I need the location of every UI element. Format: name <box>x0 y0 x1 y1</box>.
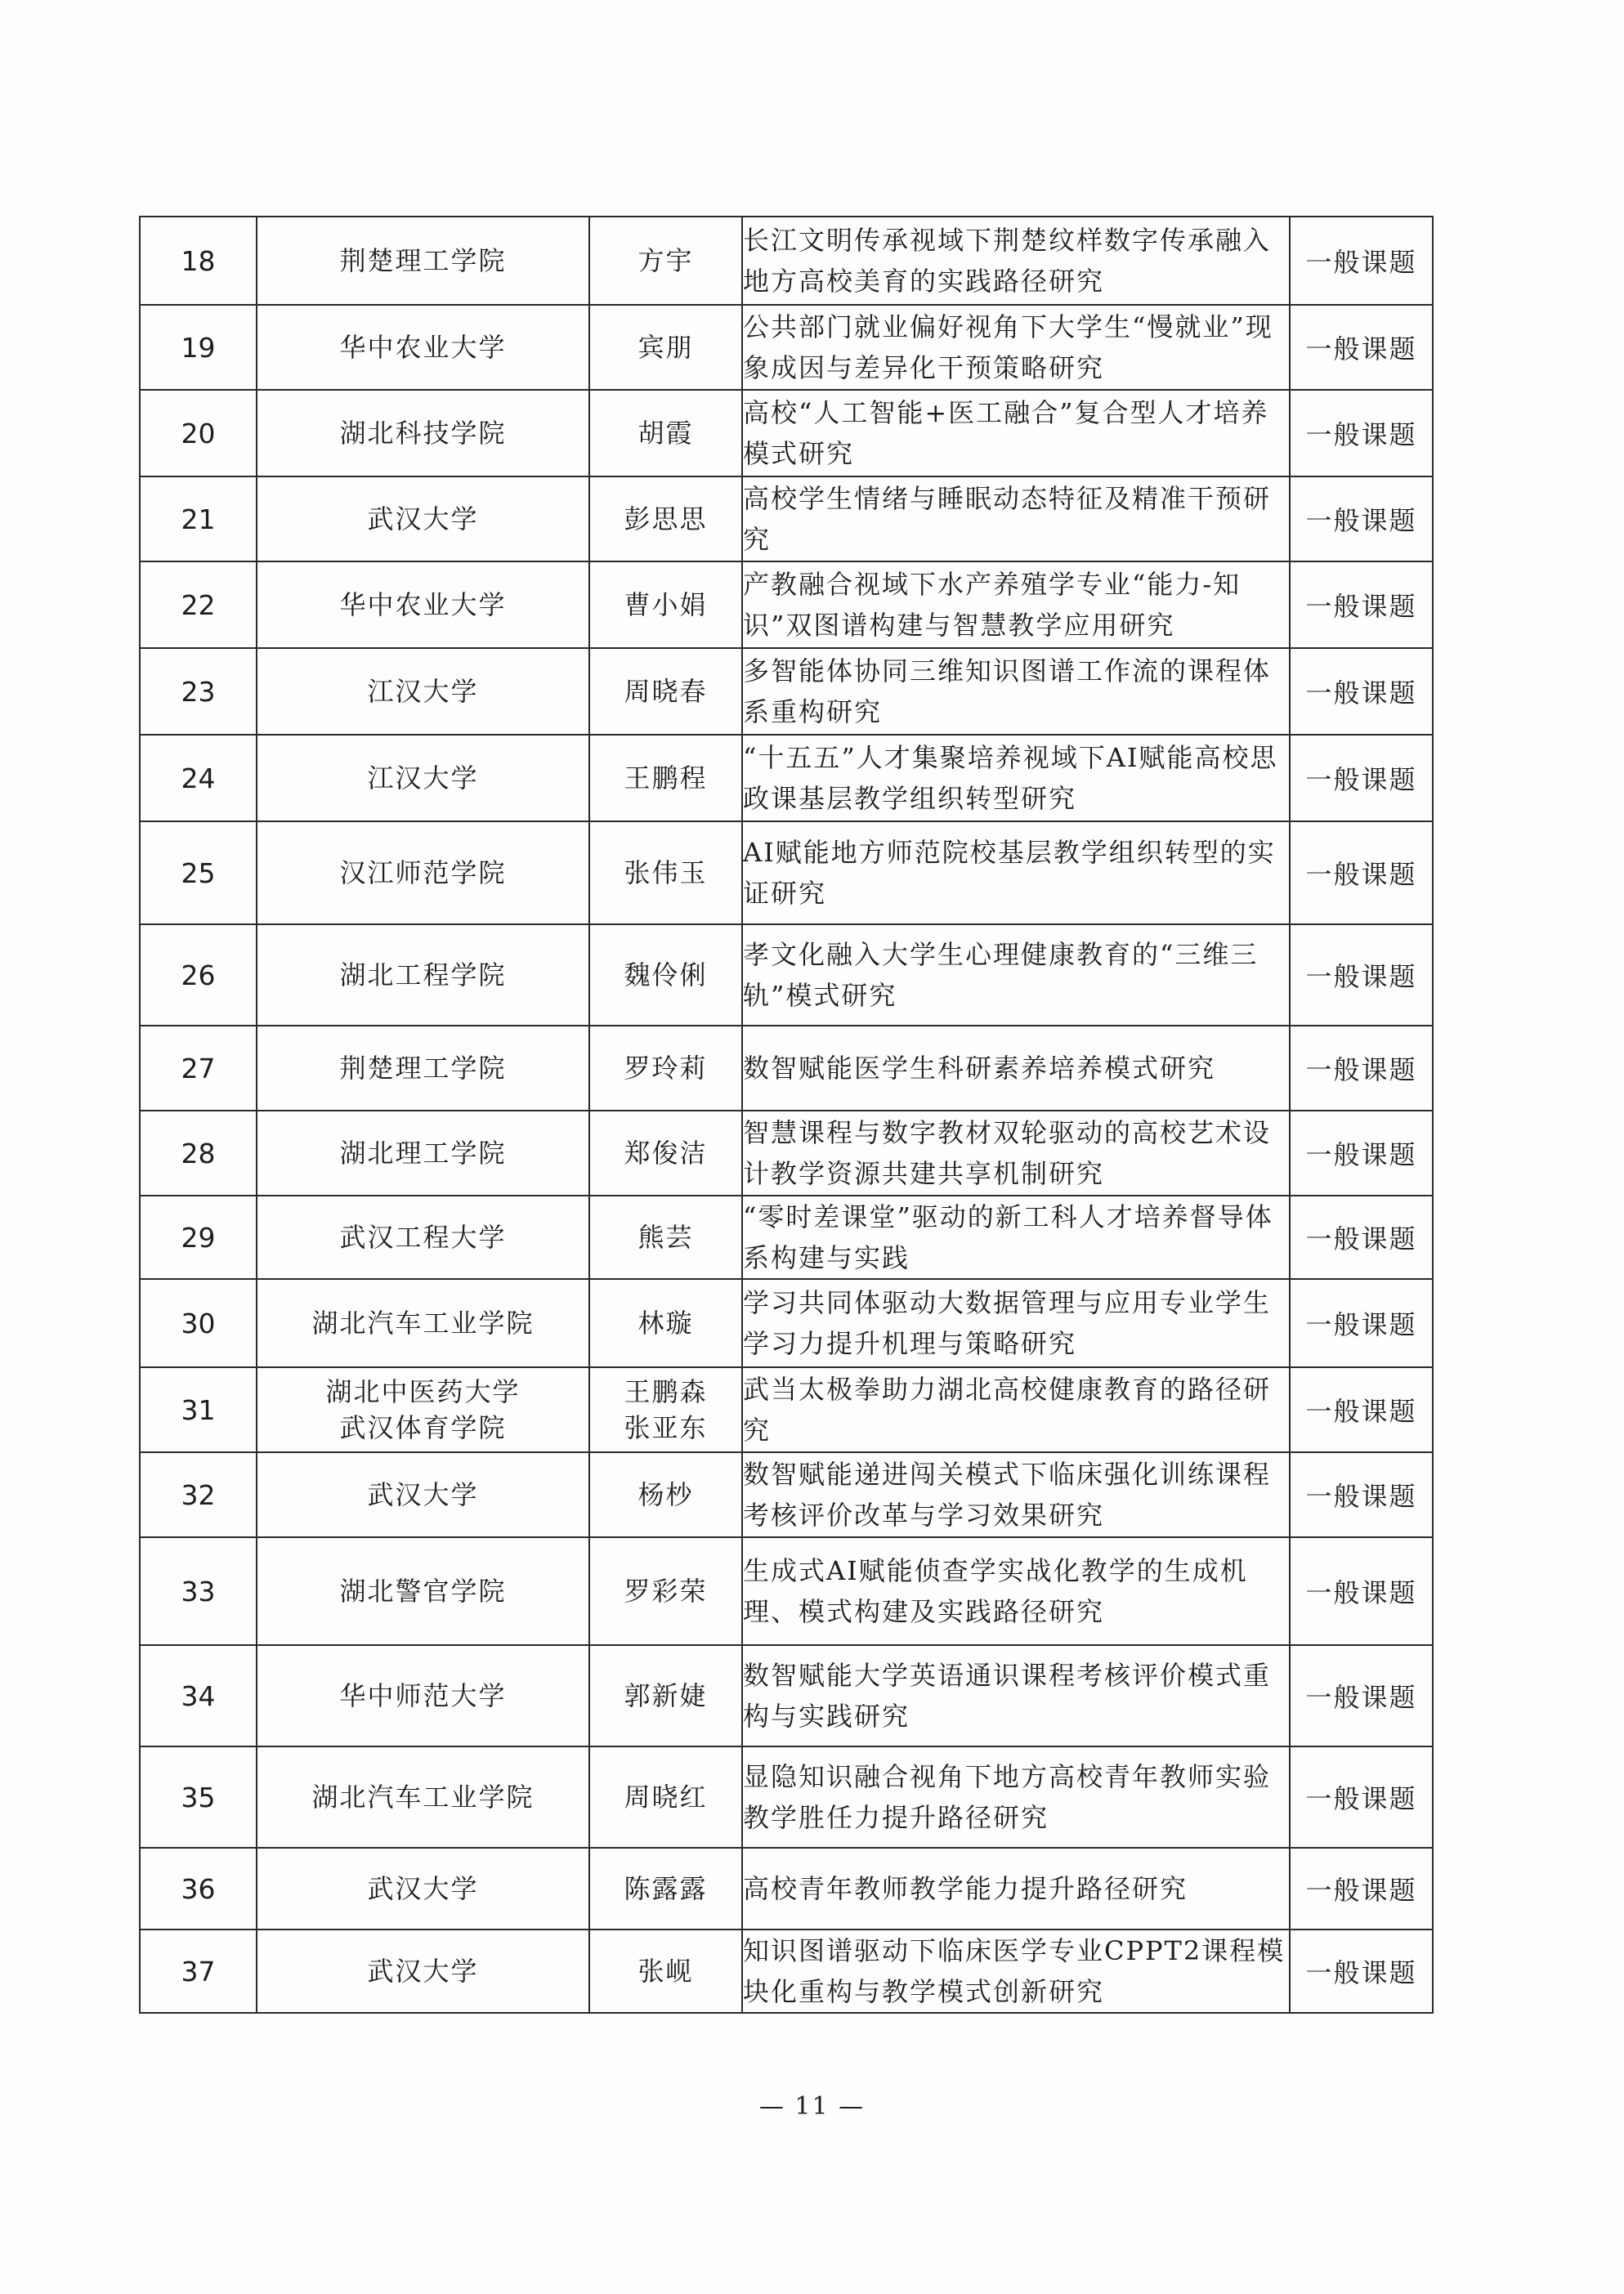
school-cell <box>257 1367 589 1452</box>
table-row <box>140 821 1433 924</box>
table-row <box>140 735 1433 821</box>
person-name: 郭新婕 <box>624 1680 708 1711</box>
project-title: 显隐知识融合视角下地方高校青年教师实验教学胜任力提升路径研究 <box>742 1746 1290 1848</box>
table-row <box>140 390 1433 476</box>
school-cell <box>257 1452 589 1537</box>
person-name: 魏伶俐 <box>624 959 708 990</box>
table-row <box>140 1537 1433 1645</box>
project-title: 产教融合视域下水产养殖学专业“能力-知识”双图谱构建与智慧教学应用研究 <box>742 561 1290 648</box>
project-type: 一般课题 <box>1290 217 1433 305</box>
school-cell <box>257 924 589 1026</box>
project-type: 一般课题 <box>1290 305 1433 390</box>
project-title: 生成式AI赋能侦查学实战化教学的生成机理、模式构建及实践路径研究 <box>742 1537 1290 1645</box>
project-title: 数智赋能医学生科研素养培养模式研究 <box>742 1026 1290 1111</box>
person-cell <box>589 821 742 924</box>
person-cell <box>589 1848 742 1930</box>
project-type: 一般课题 <box>1290 1452 1433 1537</box>
school-name: 江汉大学 <box>367 762 479 794</box>
project-title: “零时差课堂”驱动的新工科人才培养督导体系构建与实践 <box>742 1196 1290 1279</box>
project-title: 高校学生情绪与睡眠动态特征及精准干预研究 <box>742 476 1290 561</box>
project-title: 武当太极拳助力湖北高校健康教育的路径研究 <box>742 1367 1290 1452</box>
person-cell <box>589 1645 742 1746</box>
table-row <box>140 1279 1433 1367</box>
project-table-body <box>140 217 1433 2013</box>
table-row <box>140 561 1433 648</box>
table-row <box>140 1746 1433 1848</box>
row-number: 21 <box>140 476 257 561</box>
school-cell <box>257 1746 589 1848</box>
person-cell <box>589 1111 742 1196</box>
person-name: 周晓红 <box>624 1782 708 1813</box>
school-name: 湖北汽车工业学院 <box>311 1782 535 1813</box>
person-name: 曹小娟 <box>624 589 708 620</box>
person-name: 杨杪 <box>638 1479 694 1510</box>
school-cell <box>257 217 589 305</box>
project-title: 公共部门就业偏好视角下大学生“慢就业”现象成因与差异化干预策略研究 <box>742 305 1290 390</box>
school-name: 荆楚理工学院 <box>339 245 507 276</box>
person-cell <box>589 305 742 390</box>
person-cell <box>589 1279 742 1367</box>
person-cell <box>589 476 742 561</box>
project-type: 一般课题 <box>1290 390 1433 476</box>
school-name: 华中师范大学 <box>339 1680 507 1711</box>
person-name: 王鹏程 <box>624 762 708 794</box>
project-title: 长江文明传承视域下荆楚纹样数字传承融入地方高校美育的实践路径研究 <box>742 217 1290 305</box>
person-name: 张伟玉 <box>624 857 708 888</box>
project-type: 一般课题 <box>1290 1848 1433 1930</box>
table-row <box>140 1026 1433 1111</box>
project-title: 高校青年教师教学能力提升路径研究 <box>742 1848 1290 1930</box>
school-name: 武汉大学 <box>367 1956 479 1987</box>
row-number: 28 <box>140 1111 257 1196</box>
person-cell <box>589 735 742 821</box>
row-number: 22 <box>140 561 257 648</box>
project-type: 一般课题 <box>1290 1537 1433 1645</box>
person-name: 林璇 <box>638 1308 694 1339</box>
school-name: 江汉大学 <box>367 676 479 707</box>
row-number: 29 <box>140 1196 257 1279</box>
school-name: 湖北工程学院 <box>339 959 507 990</box>
table-row <box>140 1848 1433 1930</box>
row-number: 32 <box>140 1452 257 1537</box>
project-type: 一般课题 <box>1290 735 1433 821</box>
project-title: 孝文化融入大学生心理健康教育的“三维三轨”模式研究 <box>742 924 1290 1026</box>
school-cell <box>257 561 589 648</box>
school-cell <box>257 1026 589 1111</box>
project-type: 一般课题 <box>1290 1930 1433 2013</box>
school-cell <box>257 735 589 821</box>
person-cell <box>589 1452 742 1537</box>
person-cell <box>589 924 742 1026</box>
school-name: 华中农业大学 <box>339 589 507 620</box>
row-number: 27 <box>140 1026 257 1111</box>
project-type: 一般课题 <box>1290 1111 1433 1196</box>
row-number: 26 <box>140 924 257 1026</box>
row-number: 31 <box>140 1367 257 1452</box>
person-name: 罗彩荣 <box>624 1576 708 1607</box>
project-type: 一般课题 <box>1290 821 1433 924</box>
school-name: 荆楚理工学院 <box>339 1053 507 1084</box>
school-cell <box>257 1537 589 1645</box>
person-name: 方宇 <box>638 245 694 276</box>
person-name: 陈露露 <box>624 1873 708 1904</box>
person-cell <box>589 1930 742 2013</box>
person-cell <box>589 648 742 735</box>
project-type: 一般课题 <box>1290 1196 1433 1279</box>
project-type: 一般课题 <box>1290 1279 1433 1367</box>
school-cell <box>257 1279 589 1367</box>
school-cell <box>257 476 589 561</box>
person-name: 罗玲莉 <box>624 1053 708 1084</box>
project-title: 学习共同体驱动大数据管理与应用专业学生学习力提升机理与策略研究 <box>742 1279 1290 1367</box>
project-type: 一般课题 <box>1290 1645 1433 1746</box>
row-number: 35 <box>140 1746 257 1848</box>
project-title: 知识图谱驱动下临床医学专业CPPT2课程模块化重构与教学模式创新研究 <box>742 1930 1290 2013</box>
row-number: 25 <box>140 821 257 924</box>
person-cell <box>589 1196 742 1279</box>
school-name: 武汉大学 <box>367 503 479 534</box>
school-name: 汉江师范学院 <box>339 857 507 888</box>
person-cell <box>589 1746 742 1848</box>
row-number: 19 <box>140 305 257 390</box>
school-cell <box>257 821 589 924</box>
person-name: 胡霞 <box>638 418 694 449</box>
school-name: 武汉工程大学 <box>339 1222 507 1253</box>
table-row <box>140 1196 1433 1279</box>
table-row <box>140 1452 1433 1537</box>
row-number: 33 <box>140 1537 257 1645</box>
school-cell <box>257 1111 589 1196</box>
project-title: 数智赋能递进闯关模式下临床强化训练课程考核评价改革与学习效果研究 <box>742 1452 1290 1537</box>
table-row <box>140 305 1433 390</box>
row-number: 37 <box>140 1930 257 2013</box>
school-cell <box>257 1930 589 2013</box>
row-number: 34 <box>140 1645 257 1746</box>
school-name: 湖北警官学院 <box>339 1576 507 1607</box>
person-name: 王鹏森 <box>624 1376 708 1407</box>
person-name: 郑俊洁 <box>624 1138 708 1169</box>
person-name: 张岘 <box>638 1956 694 1987</box>
project-title: 高校“人工智能+医工融合”复合型人才培养模式研究 <box>742 390 1290 476</box>
person-name: 周晓春 <box>624 676 708 707</box>
person-name: 彭思思 <box>624 503 708 534</box>
school-name: 湖北理工学院 <box>339 1138 507 1169</box>
school-name: 武汉体育学院 <box>339 1412 507 1443</box>
table-row <box>140 217 1433 305</box>
table-row <box>140 1367 1433 1452</box>
school-name: 武汉大学 <box>367 1479 479 1510</box>
school-cell <box>257 390 589 476</box>
table-row <box>140 648 1433 735</box>
person-name: 张亚东 <box>624 1412 708 1443</box>
school-name: 湖北中医药大学 <box>325 1376 521 1407</box>
school-name: 华中农业大学 <box>339 332 507 363</box>
person-cell <box>589 1367 742 1452</box>
person-cell <box>589 217 742 305</box>
project-title: 智慧课程与数字教材双轮驱动的高校艺术设计教学资源共建共享机制研究 <box>742 1111 1290 1196</box>
project-type: 一般课题 <box>1290 1367 1433 1452</box>
project-type: 一般课题 <box>1290 1746 1433 1848</box>
school-name: 湖北科技学院 <box>339 418 507 449</box>
row-number: 36 <box>140 1848 257 1930</box>
project-type: 一般课题 <box>1290 924 1433 1026</box>
row-number: 20 <box>140 390 257 476</box>
school-cell <box>257 305 589 390</box>
project-type: 一般课题 <box>1290 1026 1433 1111</box>
school-cell <box>257 1645 589 1746</box>
table-row <box>140 476 1433 561</box>
project-title: “十五五”人才集聚培养视域下AI赋能高校思政课基层教学组织转型研究 <box>742 735 1290 821</box>
row-number: 30 <box>140 1279 257 1367</box>
person-cell <box>589 390 742 476</box>
table-row <box>140 1930 1433 2013</box>
person-cell <box>589 1026 742 1111</box>
school-cell <box>257 1196 589 1279</box>
person-cell <box>589 1537 742 1645</box>
project-type: 一般课题 <box>1290 648 1433 735</box>
project-title: 多智能体协同三维知识图谱工作流的课程体系重构研究 <box>742 648 1290 735</box>
project-table <box>139 216 1434 2014</box>
school-cell <box>257 1848 589 1930</box>
school-cell <box>257 648 589 735</box>
project-title: AI赋能地方师范院校基层教学组织转型的实证研究 <box>742 821 1290 924</box>
school-name: 武汉大学 <box>367 1873 479 1904</box>
project-type: 一般课题 <box>1290 476 1433 561</box>
project-type: 一般课题 <box>1290 561 1433 648</box>
page-number: — 11 — <box>758 2092 866 2121</box>
person-name: 熊芸 <box>638 1222 694 1253</box>
table-row <box>140 1111 1433 1196</box>
table-row <box>140 1645 1433 1746</box>
person-name: 宾朋 <box>638 332 694 363</box>
row-number: 23 <box>140 648 257 735</box>
school-name: 湖北汽车工业学院 <box>311 1308 535 1339</box>
row-number: 18 <box>140 217 257 305</box>
project-title: 数智赋能大学英语通识课程考核评价模式重构与实践研究 <box>742 1645 1290 1746</box>
person-cell <box>589 561 742 648</box>
table-row <box>140 924 1433 1026</box>
row-number: 24 <box>140 735 257 821</box>
